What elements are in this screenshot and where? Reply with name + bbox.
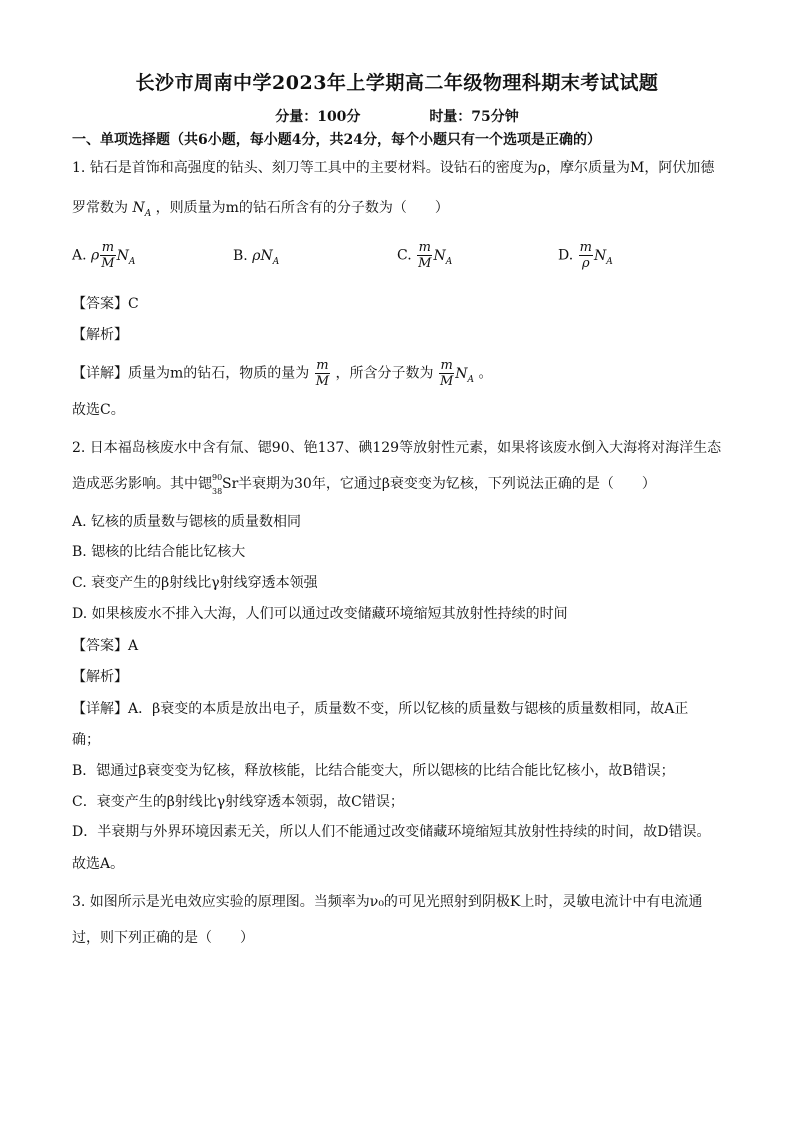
q1-stem-part1: 罗常数为	[72, 200, 128, 216]
q1-conclusion: 故选C。	[72, 402, 125, 418]
q3-stem-line1: 3. 如图所示是光电效应实验的原理图。当频率为ν₀的可见光照射到阴极K上时，灵敏电流计中有电流通	[72, 894, 703, 910]
q2-option-c[interactable]: C. 衰变产生的β射线比γ射线穿透本领强	[72, 575, 318, 591]
q2-stem-line1: 2. 日本福岛核废水中含有氚、锶90、铯137、碘129等放射性元素，如果将该废水倒入大海将对海洋生态	[72, 440, 722, 456]
q1-option-d[interactable]: D. $\frac{m}{\rho}$ $N_A$	[558, 240, 613, 271]
q1-answer: 【答案】C	[72, 296, 139, 312]
q2-detail-3: B．锶通过β衰变变为钇核，释放核能，比结合能变大，所以锶核的比结合能比钇核小，故B错误；	[72, 763, 675, 779]
q1-analysis: 【解析】	[72, 327, 128, 343]
q2-answer: 【答案】A	[72, 638, 139, 654]
q1-option-c[interactable]: C. $\frac{m}{M}$ $N_A$	[397, 240, 453, 271]
q3-stem-line2: 过，则下列正确的是（ ）	[72, 930, 254, 946]
q2-analysis: 【解析】	[72, 669, 128, 685]
q1-detail: 【详解】质量为m的钻石，物质的量为 $\frac{m}{M}$ ，所含分子数为 $\frac{m}{M}$ $N_A$ 。	[72, 358, 493, 389]
q2-stem-line2: 造成恶劣影响。其中锶 90 38 Sr 半衰期为30年，它通过β衰变变为钇核，下列说法正确的是（ ）	[72, 473, 656, 496]
q2-detail-4: C．衰变产生的β射线比γ射线穿透本领弱，故C错误；	[72, 794, 404, 810]
q2-conclusion: 故选A。	[72, 856, 125, 872]
q2-detail-2: 确；	[72, 732, 100, 748]
q1-option-b[interactable]: B. $\rho N_A$	[233, 248, 280, 267]
q1-stem-part2: ，则质量为m的钻石所含有的分子数为（ ）	[155, 200, 449, 216]
avogadro-symbol: $N_A$	[132, 200, 152, 219]
q2-option-d[interactable]: D. 如果核废水不排入大海，人们可以通过改变储藏环境缩短其放射性持续的时间	[72, 606, 568, 622]
q2-detail-1: 【详解】A．β衰变的本质是放出电子，质量数不变，所以钇核的质量数与锶核的质量数相同，故A正	[72, 701, 689, 717]
q2-option-b[interactable]: B. 锶核的比结合能比钇核大	[72, 544, 246, 560]
section-heading: 一、单项选择题（共6小题，每小题4分，共24分，每个小题只有一个选项是正确的）	[72, 132, 601, 148]
q2-option-a[interactable]: A. 钇核的质量数与锶核的质量数相同	[72, 514, 302, 530]
page-title: 长沙市周南中学2023年上学期高二年级物理科期末考试试题	[135, 72, 659, 94]
strontium-isotope: 90 38 Sr	[212, 473, 239, 496]
score-label: 分量：100分	[275, 109, 361, 125]
q1-stem-line2	[72, 198, 449, 224]
q1-option-a[interactable]: A. ρ $\frac{m}{M}$ $N_A$	[72, 240, 136, 271]
q2-detail-5: D．半衰期与外界环境因素无关，所以人们不能通过改变储藏环境缩短其放射性持续的时间，故D错误。	[72, 824, 711, 840]
q1-stem-line1: 1. 钻石是首饰和高强度的钻头、刻刀等工具中的主要材料。设钻石的密度为ρ，摩尔质量为M，阿伏加德	[72, 160, 715, 176]
exam-meta	[0, 106, 794, 126]
time-label: 时量：75分钟	[429, 109, 519, 125]
